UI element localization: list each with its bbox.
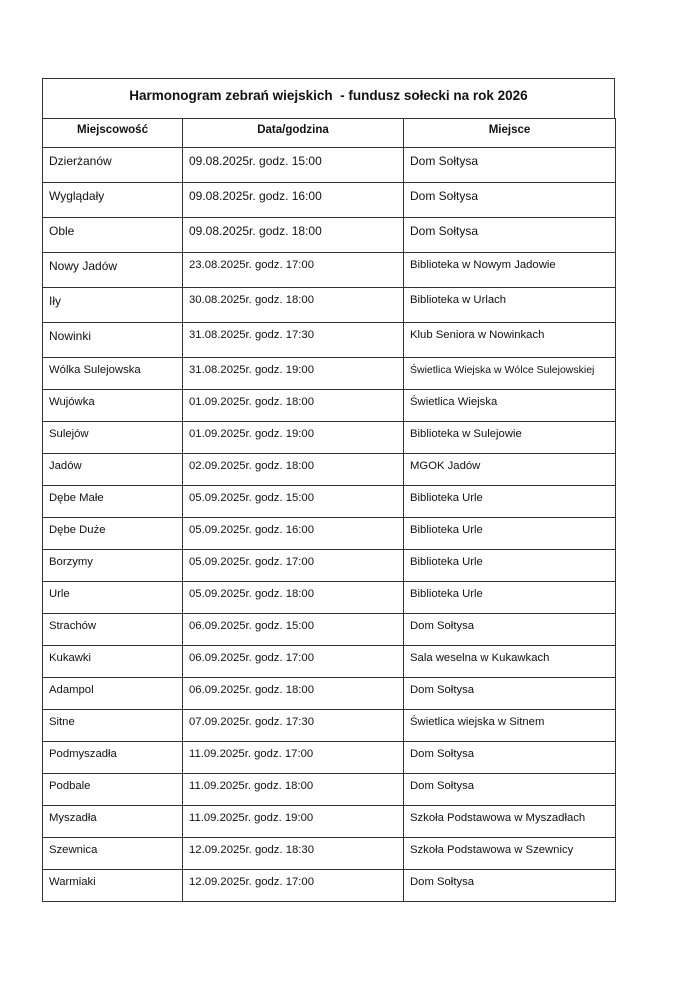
table-row: [43, 870, 616, 902]
cell-place: Biblioteka Urle: [404, 550, 616, 582]
cell-datetime: 11.09.2025r. godz. 18:00: [183, 774, 404, 806]
column-header-datetime: Data/godzina: [183, 119, 404, 148]
cell-place: Dom Sołtysa: [404, 870, 616, 902]
table-row: [43, 550, 616, 582]
table-row: [43, 518, 616, 550]
cell-place: Klub Seniora w Nowinkach: [404, 323, 616, 358]
cell-place: Świetlica wiejska w Sitnem: [404, 710, 616, 742]
table-row: [43, 288, 616, 323]
cell-datetime: 11.09.2025r. godz. 19:00: [183, 806, 404, 838]
table-row: [43, 614, 616, 646]
cell-place: Dom Sołtysa: [404, 614, 616, 646]
cell-locality: Podmyszadła: [43, 742, 183, 774]
table-row: [43, 183, 616, 218]
cell-locality: Oble: [43, 218, 183, 253]
cell-locality: Sitne: [43, 710, 183, 742]
cell-datetime: 05.09.2025r. godz. 18:00: [183, 582, 404, 614]
table-row: [43, 323, 616, 358]
cell-datetime: 09.08.2025r. godz. 16:00: [183, 183, 404, 218]
cell-locality: Myszadła: [43, 806, 183, 838]
table-row: [43, 486, 616, 518]
cell-datetime: 12.09.2025r. godz. 17:00: [183, 870, 404, 902]
cell-locality: Dzierżanów: [43, 148, 183, 183]
table-row: [43, 454, 616, 486]
table-row: [43, 646, 616, 678]
cell-datetime: 09.08.2025r. godz. 18:00: [183, 218, 404, 253]
cell-datetime: 31.08.2025r. godz. 17:30: [183, 323, 404, 358]
cell-place: Dom Sołtysa: [404, 678, 616, 710]
table-row: [43, 358, 616, 390]
cell-datetime: 07.09.2025r. godz. 17:30: [183, 710, 404, 742]
cell-locality: Wólka Sulejowska: [43, 358, 183, 390]
cell-place: Biblioteka Urle: [404, 486, 616, 518]
cell-locality: Podbale: [43, 774, 183, 806]
table-row: [43, 253, 616, 288]
cell-place: Sala weselna w Kukawkach: [404, 646, 616, 678]
cell-locality: Strachów: [43, 614, 183, 646]
table-row: [43, 710, 616, 742]
schedule-document: [42, 78, 615, 902]
cell-place: Dom Sołtysa: [404, 774, 616, 806]
table-row: [43, 838, 616, 870]
cell-place: Dom Sołtysa: [404, 183, 616, 218]
table-row: [43, 422, 616, 454]
cell-locality: Iły: [43, 288, 183, 323]
cell-locality: Szewnica: [43, 838, 183, 870]
cell-locality: Dębe Małe: [43, 486, 183, 518]
cell-datetime: 05.09.2025r. godz. 16:00: [183, 518, 404, 550]
cell-datetime: 12.09.2025r. godz. 18:30: [183, 838, 404, 870]
table-row: [43, 148, 616, 183]
cell-locality: Jadów: [43, 454, 183, 486]
cell-locality: Sulejów: [43, 422, 183, 454]
cell-locality: Wyglądały: [43, 183, 183, 218]
cell-locality: Warmiaki: [43, 870, 183, 902]
cell-datetime: 05.09.2025r. godz. 17:00: [183, 550, 404, 582]
cell-place: Biblioteka Urle: [404, 582, 616, 614]
cell-place: Dom Sołtysa: [404, 148, 616, 183]
cell-datetime: 05.09.2025r. godz. 15:00: [183, 486, 404, 518]
cell-datetime: 06.09.2025r. godz. 18:00: [183, 678, 404, 710]
document-title: Harmonogram zebrań wiejskich - fundusz sołecki na rok 2026: [42, 78, 615, 118]
table-row: [43, 582, 616, 614]
cell-datetime: 23.08.2025r. godz. 17:00: [183, 253, 404, 288]
table-row: [43, 678, 616, 710]
cell-datetime: 06.09.2025r. godz. 15:00: [183, 614, 404, 646]
cell-locality: Wujówka: [43, 390, 183, 422]
cell-place: Biblioteka w Urlach: [404, 288, 616, 323]
cell-place: Dom Sołtysa: [404, 218, 616, 253]
table-row: [43, 218, 616, 253]
cell-locality: Kukawki: [43, 646, 183, 678]
cell-locality: Adampol: [43, 678, 183, 710]
cell-locality: Nowinki: [43, 323, 183, 358]
column-header-locality: Miejscowość: [43, 119, 183, 148]
cell-place: Dom Sołtysa: [404, 742, 616, 774]
table-row: [43, 806, 616, 838]
cell-locality: Dębe Duże: [43, 518, 183, 550]
cell-datetime: 02.09.2025r. godz. 18:00: [183, 454, 404, 486]
cell-place: Biblioteka w Sulejowie: [404, 422, 616, 454]
table-header-row: [43, 119, 616, 148]
column-header-place: Miejsce: [404, 119, 616, 148]
table-body: [43, 148, 616, 902]
cell-place: Świetlica Wiejska: [404, 390, 616, 422]
cell-place: Świetlica Wiejska w Wólce Sulejowskiej: [404, 358, 616, 390]
table-row: [43, 742, 616, 774]
cell-place: MGOK Jadów: [404, 454, 616, 486]
cell-place: Biblioteka w Nowym Jadowie: [404, 253, 616, 288]
schedule-table: [42, 118, 616, 902]
cell-datetime: 30.08.2025r. godz. 18:00: [183, 288, 404, 323]
cell-datetime: 09.08.2025r. godz. 15:00: [183, 148, 404, 183]
cell-datetime: 01.09.2025r. godz. 19:00: [183, 422, 404, 454]
cell-datetime: 01.09.2025r. godz. 18:00: [183, 390, 404, 422]
cell-place: Szkoła Podstawowa w Myszadłach: [404, 806, 616, 838]
cell-place: Szkoła Podstawowa w Szewnicy: [404, 838, 616, 870]
cell-datetime: 06.09.2025r. godz. 17:00: [183, 646, 404, 678]
cell-datetime: 11.09.2025r. godz. 17:00: [183, 742, 404, 774]
table-row: [43, 774, 616, 806]
cell-locality: Nowy Jadów: [43, 253, 183, 288]
table-row: [43, 390, 616, 422]
cell-place: Biblioteka Urle: [404, 518, 616, 550]
cell-datetime: 31.08.2025r. godz. 19:00: [183, 358, 404, 390]
cell-locality: Urle: [43, 582, 183, 614]
cell-locality: Borzymy: [43, 550, 183, 582]
